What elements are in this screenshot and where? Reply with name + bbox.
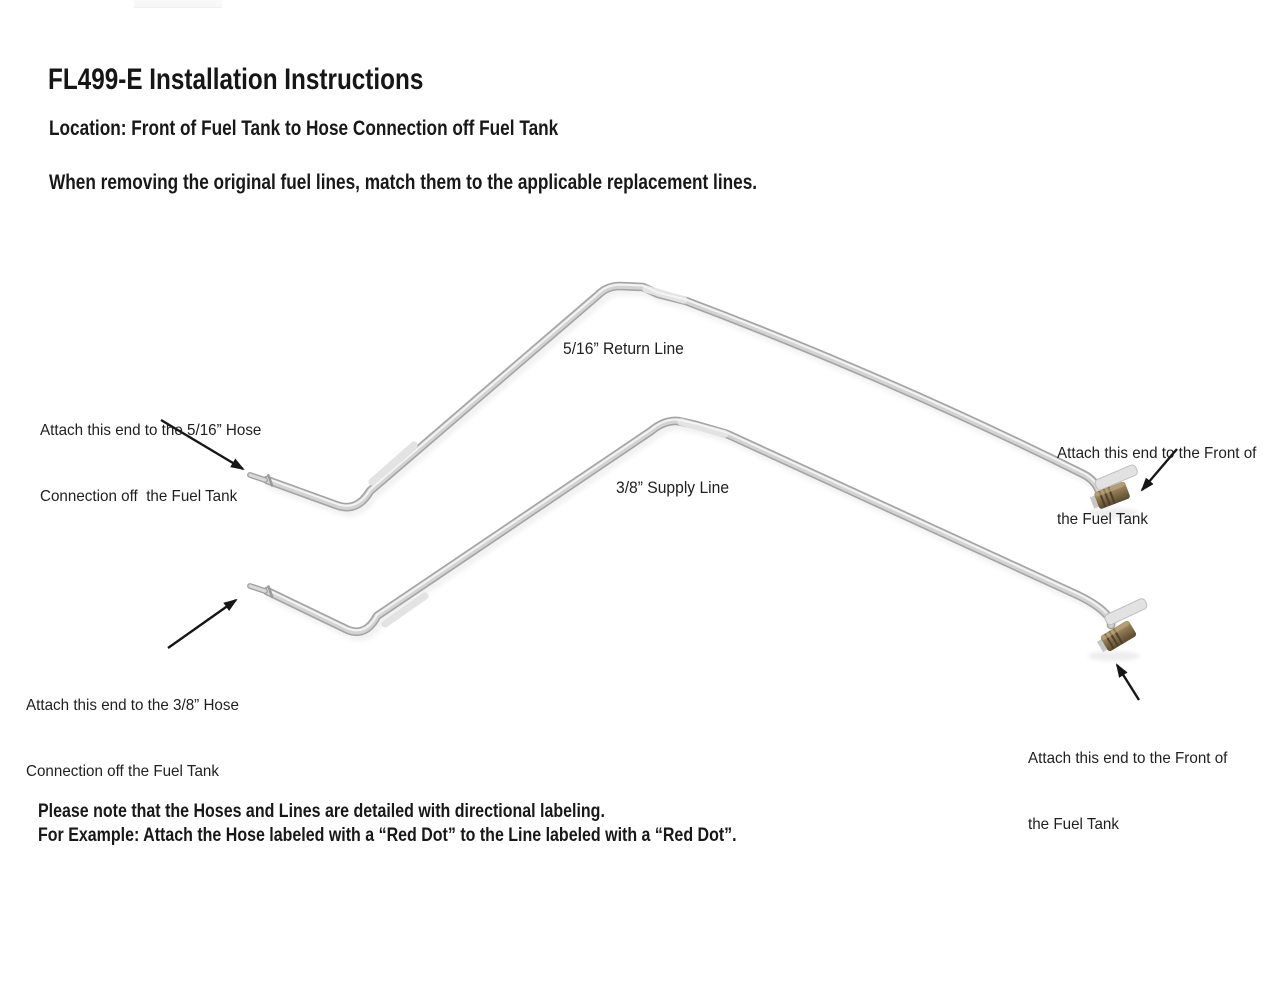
annotation-line: the Fuel Tank	[1057, 511, 1148, 528]
annotation-upper-left	[40, 376, 261, 552]
return-line-tube	[250, 285, 1099, 508]
annotation-line: Connection off the Fuel Tank	[26, 763, 219, 780]
annotation-line: Connection off the Fuel Tank	[40, 488, 238, 505]
return-line-label: 5/16” Return Line	[563, 339, 684, 358]
note-line: Please note that the Hoses and Lines are detailed with directional labeling.	[38, 800, 605, 822]
annotation-line: Attach this end to the Front of	[1057, 445, 1257, 462]
note-line: For Example: Attach the Hose labeled with a “Red Dot” to the Line labeled with a “Red Dot”.	[38, 823, 737, 846]
location-subtitle: Location: Front of Fuel Tank to Hose Connection off Fuel Tank	[49, 117, 559, 140]
annotation-upper-right	[1057, 399, 1256, 575]
arrow-lower-right	[1117, 665, 1139, 700]
footer-notes	[38, 800, 737, 847]
annotation-line: the Fuel Tank	[1028, 816, 1119, 833]
annotation-lower-right	[1028, 704, 1227, 880]
supply-line-label: 3/8” Supply Line	[616, 478, 730, 497]
supply-line-tube	[250, 420, 1111, 632]
intro-text: When removing the original fuel lines, match them to the applicable replacement lines.	[49, 171, 758, 194]
supply-fitting-shadow	[1088, 651, 1140, 661]
annotation-line: Attach this end to the 3/8” Hose	[26, 697, 239, 714]
arrow-lower-left	[168, 600, 236, 648]
annotation-line: Attach this end to the Front of	[1028, 750, 1228, 767]
page-title: FL499-E Installation Instructions	[48, 63, 424, 96]
annotation-line: Attach this end to the 5/16” Hose	[40, 422, 262, 439]
